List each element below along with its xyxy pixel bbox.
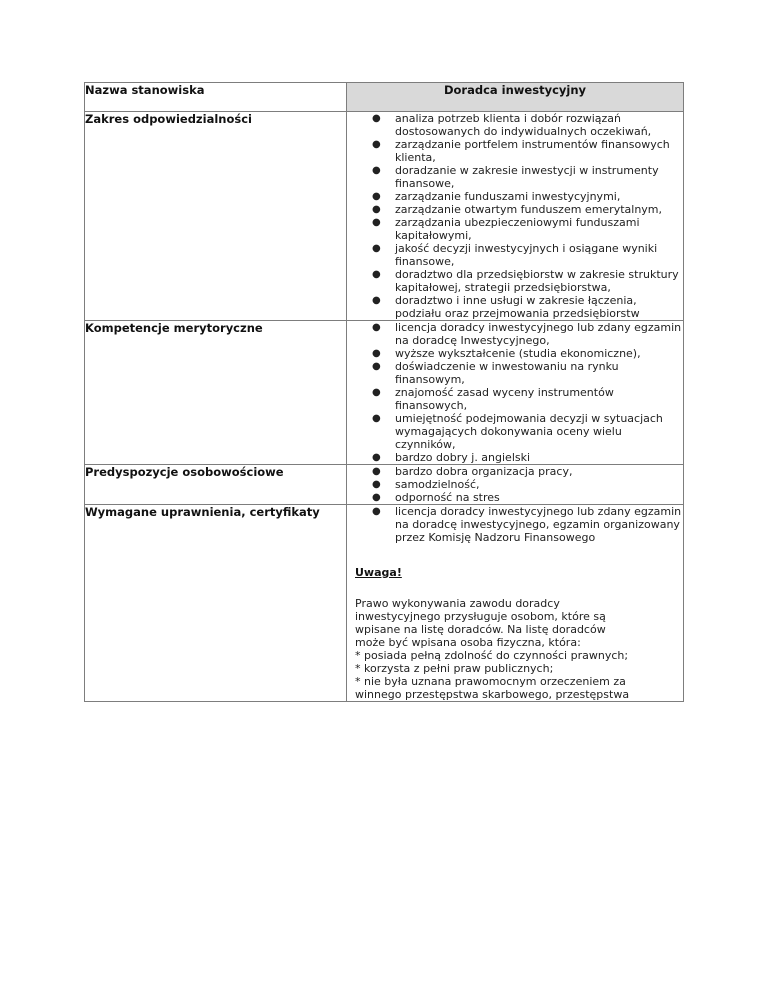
bullet-icon: ● [372, 413, 381, 424]
bullet-list [347, 465, 683, 504]
bullet-icon: ● [372, 387, 381, 398]
list-item [347, 412, 683, 451]
bullet-icon: ● [372, 191, 381, 202]
row-label: Zakres odpowiedzialności [85, 112, 347, 321]
list-item-text: samodzielność, [395, 478, 480, 491]
list-item [347, 203, 683, 216]
list-item [347, 190, 683, 203]
list-item [347, 465, 683, 478]
note-line: wpisane na listę doradców. Na listę doradców [355, 623, 606, 636]
list-item-text: analiza potrzeb klienta i dobór rozwiązań dostosowanych do indywidualnych oczekiwań, [395, 112, 652, 138]
list-item [347, 242, 683, 268]
list-item-text: zarządzanie funduszami inwestycyjnymi, [395, 190, 621, 203]
list-item-text: zarządzanie otwartym funduszem emerytalnym, [395, 203, 663, 216]
list-item-text: doradzanie w zakresie inwestycji w instrumenty finansowe, [395, 164, 659, 190]
list-item-text: wyższe wykształcenie (studia ekonomiczne), [395, 347, 641, 360]
list-item [347, 451, 683, 464]
note-line: winnego przestępstwa skarbowego, przestępstwa [355, 688, 630, 701]
list-item-text: zarządzania ubezpieczeniowymi funduszami kapitałowymi, [395, 216, 640, 242]
row-personality [85, 465, 684, 505]
bullet-list [347, 112, 683, 320]
bullet-icon: ● [372, 113, 381, 124]
row-certifications [85, 505, 684, 702]
bullet-icon: ● [372, 139, 381, 150]
bullet-icon: ● [372, 165, 381, 176]
list-item [347, 294, 683, 320]
list-item [347, 138, 683, 164]
bullet-icon: ● [372, 479, 381, 490]
header-label: Nazwa stanowiska [85, 83, 347, 112]
list-item-text: doradztwo dla przedsiębiorstw w zakresie struktury kapitałowej, strategii przedsiębiorstwa, [395, 268, 679, 294]
list-item [347, 321, 683, 347]
bullet-list [347, 505, 683, 544]
list-item [347, 112, 683, 138]
list-item [347, 478, 683, 491]
row-value [347, 465, 684, 505]
list-item [347, 164, 683, 190]
note-line: * nie była uznana prawomocnym orzeczeniem za [355, 675, 626, 688]
bullet-icon: ● [372, 506, 381, 517]
list-item-text: bardzo dobry j. angielski [395, 451, 531, 464]
job-description-table [84, 82, 684, 702]
list-item-text: doświadczenie w inwestowaniu na rynku finansowym, [395, 360, 619, 386]
list-item [347, 347, 683, 360]
bullet-icon: ● [372, 269, 381, 280]
note-body [355, 597, 683, 701]
note-line: Prawo wykonywania zawodu doradcy [355, 597, 560, 610]
note-line: * korzysta z pełni praw publicznych; [355, 662, 554, 675]
list-item-text: licencja doradcy inwestycyjnego lub zdany egzamin na doradcę inwestycyjnego, egzamin organizowany przez Komisję Nadzoru Finansowego [395, 505, 682, 544]
list-item-text: bardzo dobra organizacja pracy, [395, 465, 573, 478]
list-item-text: zarządzanie portfelem instrumentów finansowych klienta, [395, 138, 670, 164]
bullet-icon: ● [372, 452, 381, 463]
list-item-text: licencja doradcy inwestycyjnego lub zdany egzamin na doradcę Inwestycyjnego, [395, 321, 682, 347]
list-item [347, 491, 683, 504]
row-label: Wymagane uprawnienia, certyfikaty [85, 505, 347, 702]
bullet-icon: ● [372, 348, 381, 359]
bullet-icon: ● [372, 217, 381, 228]
list-item-text: jakość decyzji inwestycyjnych i osiągane wyniki finansowe, [395, 242, 658, 268]
row-value [347, 321, 684, 465]
bullet-icon: ● [372, 492, 381, 503]
list-item [347, 386, 683, 412]
bullet-icon: ● [372, 361, 381, 372]
note-line: inwestycyjnego przysługuje osobom, które są [355, 610, 606, 623]
header-value: Doradca inwestycyjny [347, 83, 684, 112]
bullet-icon: ● [372, 322, 381, 333]
list-item-text: doradztwo i inne usługi w zakresie łączenia, podziału oraz przejmowania przedsiębiorstw [395, 294, 640, 320]
note-line: może być wpisana osoba fizyczna, która: [355, 636, 581, 649]
note-heading: Uwaga! [355, 566, 402, 579]
bullet-list [347, 321, 683, 464]
row-value [347, 112, 684, 321]
bullet-icon: ● [372, 243, 381, 254]
row-responsibilities [85, 112, 684, 321]
row-label: Predyspozycje osobowościowe [85, 465, 347, 505]
row-value [347, 505, 684, 702]
bullet-icon: ● [372, 295, 381, 306]
list-item [347, 268, 683, 294]
list-item [347, 505, 683, 544]
row-label: Kompetencje merytoryczne [85, 321, 347, 465]
list-item-text: odporność na stres [395, 491, 500, 504]
list-item-text: znajomość zasad wyceny instrumentów finansowych, [395, 386, 614, 412]
list-item [347, 360, 683, 386]
list-item [347, 216, 683, 242]
bullet-icon: ● [372, 204, 381, 215]
header-row [85, 83, 684, 112]
row-competences [85, 321, 684, 465]
bullet-icon: ● [372, 466, 381, 477]
note-line: * posiada pełną zdolność do czynności prawnych; [355, 649, 629, 662]
list-item-text: umiejętność podejmowania decyzji w sytuacjach wymagających dokonywania oceny wielu czynników, [395, 412, 663, 451]
